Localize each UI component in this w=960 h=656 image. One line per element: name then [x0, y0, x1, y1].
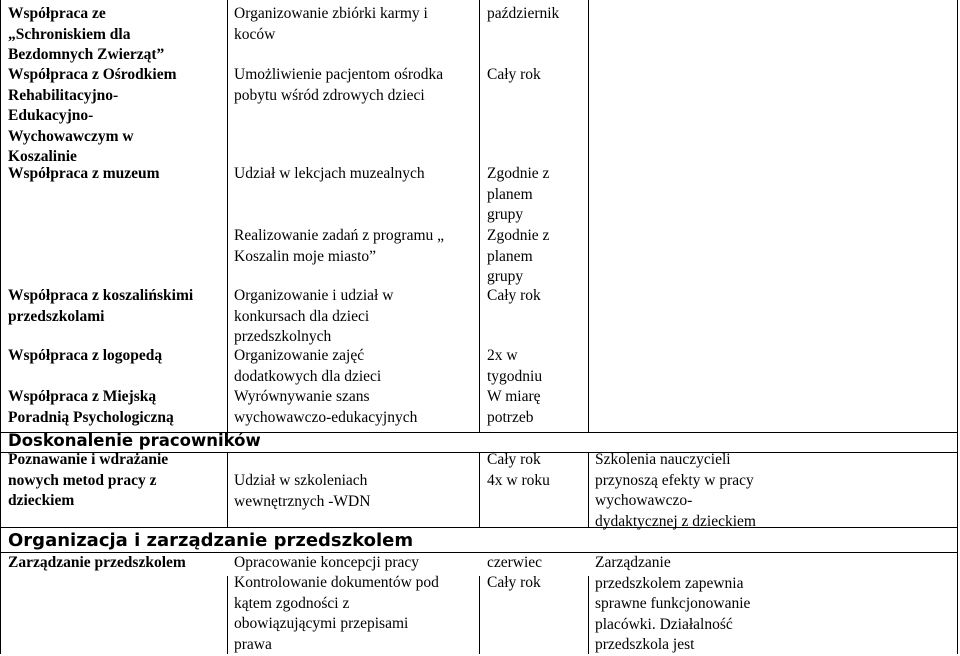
activity-wdn-training: Udział w szkoleniach wewnętrznych -WDN [234, 472, 371, 510]
task-kindergarten-management: Zarządzanie przedszkolem [8, 554, 186, 571]
section-heading-organization: Organizacja i zarządzanie przedszkolem [8, 530, 414, 551]
column-divider-3 [588, 0, 589, 432]
activity-museum: Udział w lekcjach muzealnych [234, 165, 425, 182]
activity-kindergartens: Organizowanie i udział w konkursach dla dzieci przedszkolnych [234, 287, 394, 345]
column-divider-3b [588, 452, 589, 527]
table-border-left [0, 0, 1, 654]
partner-shelter: Współpraca ze „Schroniskiem dla Bezdomnych Zwierząt” [8, 5, 165, 63]
table-border-right [957, 0, 958, 654]
section-heading-staff: Doskonalenie pracowników [8, 431, 261, 450]
activity-work-concept: Opracowanie koncepcji pracy [234, 554, 420, 571]
time-june: czerwiec [487, 554, 543, 571]
time-koszalin-program: Zgodnie z planem grupy [487, 227, 550, 285]
column-divider-2b [479, 452, 480, 527]
column-divider-3c [588, 576, 589, 654]
column-divider-1b [227, 452, 228, 527]
row-divider-3 [0, 527, 958, 528]
time-shelter: październik [487, 5, 560, 22]
time-museum: Zgodnie z planem grupy [487, 165, 550, 223]
activity-koszalin-program: Realizowanie zadań z programu „ Koszalin moje miasto” [234, 227, 445, 265]
effect-training: Szkolenia nauczycieli przynoszą efekty w pracy wychowawczo- dydaktycznej z dzieckiem [595, 451, 756, 530]
time-counseling-center: W miarę potrzeb [487, 388, 541, 426]
partner-rehab-center: Współpraca z Ośrodkiem Rehabilitacyjno- Edukacyjno- Wychowawczym w Koszalinie [8, 66, 177, 165]
partner-counseling-center: Współpraca z Miejską Poradnią Psychologiczną [8, 388, 174, 426]
activity-shelter: Organizowanie zbiórki karmy i koców [234, 5, 428, 43]
column-divider-1c [227, 576, 228, 654]
time-rehab-center: Cały rok [487, 66, 541, 83]
partner-speech-therapist: Współpraca z logopedą [8, 347, 163, 364]
time-kindergartens: Cały rok [487, 287, 541, 304]
activity-counseling-center: Wyrównywanie szans wychowawczo-edukacyjnych [234, 388, 418, 426]
activity-speech-therapist: Organizowanie zajęć dodatkowych dla dzieci [234, 347, 382, 385]
time-speech-therapist: 2x w tygodniu [487, 347, 543, 385]
column-divider-2 [479, 0, 480, 432]
time-all-year: Cały rok [487, 451, 541, 468]
time-four-times-year: 4x w roku [487, 472, 550, 489]
effect-management: Zarządzanie przedszkolem zapewnia sprawne funkcjonowanie placówki. Działalność przedszkola jest [595, 554, 751, 653]
task-new-methods: Poznawanie i wdrażanie nowych metod pracy z dzieckiem [8, 451, 169, 509]
partner-museum: Współpraca z muzeum [8, 165, 160, 182]
column-divider-1 [227, 0, 228, 432]
activity-document-control: Kontrolowanie dokumentów pod kątem zgodności z obowiązującymi przepisami prawa [234, 574, 439, 653]
activity-rehab-center: Umożliwienie pacjentom ośrodka pobytu wśród zdrowych dzieci [234, 66, 444, 104]
time-all-year-org: Cały rok [487, 574, 541, 591]
column-divider-2c [479, 576, 480, 654]
partner-kindergartens: Współpraca z koszalińskimi przedszkolami [8, 287, 194, 325]
